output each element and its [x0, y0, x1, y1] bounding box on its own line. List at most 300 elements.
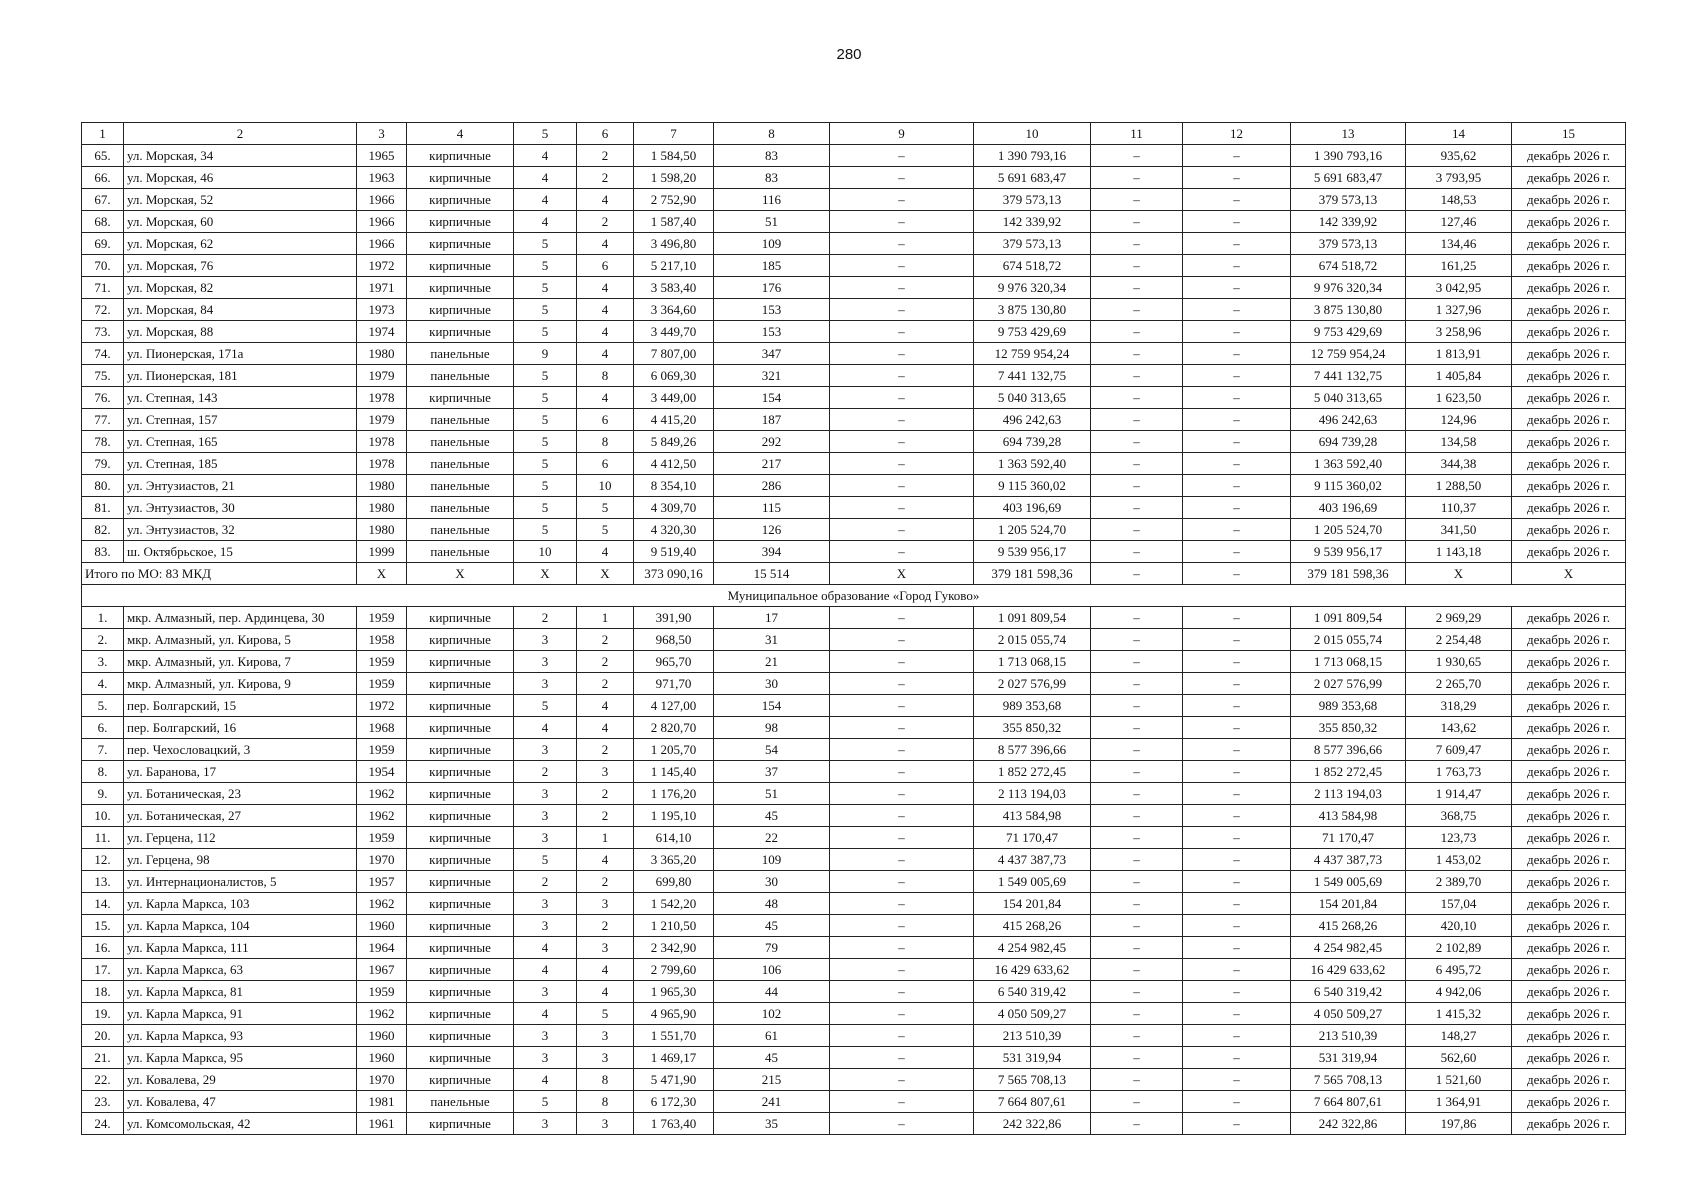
total-cell: X: [1406, 563, 1512, 585]
table-cell: 379 573,13: [1291, 189, 1406, 211]
table-cell: 1960: [357, 1025, 407, 1047]
table-cell: 45: [714, 805, 830, 827]
table-cell: кирпичные: [407, 1113, 514, 1135]
table-cell: 1 713 068,15: [1291, 651, 1406, 673]
table-cell: ул. Степная, 165: [124, 431, 357, 453]
table-cell: 2 254,48: [1406, 629, 1512, 651]
table-cell: –: [1091, 717, 1183, 739]
table-cell: 1 551,70: [634, 1025, 714, 1047]
table-cell: 3 449,70: [634, 321, 714, 343]
table-cell: ул. Пионерская, 171а: [124, 343, 357, 365]
table-cell: кирпичные: [407, 761, 514, 783]
table-row: [82, 783, 1626, 805]
table-cell: 2 015 055,74: [1291, 629, 1406, 651]
table-cell: мкр. Алмазный, ул. Кирова, 9: [124, 673, 357, 695]
table-cell: –: [830, 783, 974, 805]
table-cell: –: [1183, 1025, 1291, 1047]
table-cell: –: [1091, 453, 1183, 475]
table-cell: 4.: [82, 673, 124, 695]
table-cell: 1979: [357, 409, 407, 431]
table-cell: –: [1183, 827, 1291, 849]
table-cell: 286: [714, 475, 830, 497]
table-cell: декабрь 2026 г.: [1512, 189, 1626, 211]
column-number-10: 10: [974, 123, 1091, 145]
table-cell: 1961: [357, 1113, 407, 1135]
table-cell: 2 027 576,99: [974, 673, 1091, 695]
table-row: [82, 893, 1626, 915]
table-cell: декабрь 2026 г.: [1512, 827, 1626, 849]
table-cell: –: [1183, 409, 1291, 431]
table-cell: 1 584,50: [634, 145, 714, 167]
table-cell: ул. Интернационалистов, 5: [124, 871, 357, 893]
table-cell: 7 441 132,75: [974, 365, 1091, 387]
table-cell: 45: [714, 915, 830, 937]
table-row: [82, 497, 1626, 519]
table-cell: 71 170,47: [1291, 827, 1406, 849]
table-cell: –: [1183, 145, 1291, 167]
total-cell: 379 181 598,36: [974, 563, 1091, 585]
total-cell: 373 090,16: [634, 563, 714, 585]
table-cell: 5: [514, 365, 577, 387]
column-number-14: 14: [1406, 123, 1512, 145]
table-cell: 18.: [82, 981, 124, 1003]
table-cell: 142 339,92: [1291, 211, 1406, 233]
table-cell: 176: [714, 277, 830, 299]
table-cell: 1966: [357, 189, 407, 211]
table-cell: 30: [714, 871, 830, 893]
table-row: [82, 475, 1626, 497]
table-cell: 78.: [82, 431, 124, 453]
table-cell: 72.: [82, 299, 124, 321]
table-cell: 2: [577, 915, 634, 937]
table-cell: 1957: [357, 871, 407, 893]
table-cell: 22: [714, 827, 830, 849]
table-row: [82, 827, 1626, 849]
table-cell: –: [1091, 629, 1183, 651]
column-number-3: 3: [357, 123, 407, 145]
table-cell: 9 753 429,69: [1291, 321, 1406, 343]
table-row: [82, 1003, 1626, 1025]
table-cell: 1: [577, 607, 634, 629]
table-cell: 154: [714, 387, 830, 409]
table-cell: декабрь 2026 г.: [1512, 541, 1626, 563]
table-cell: 213 510,39: [1291, 1025, 1406, 1047]
table-cell: кирпичные: [407, 299, 514, 321]
total-cell: 379 181 598,36: [1291, 563, 1406, 585]
table-cell: кирпичные: [407, 695, 514, 717]
table-cell: мкр. Алмазный, ул. Кирова, 5: [124, 629, 357, 651]
table-cell: 4: [514, 1003, 577, 1025]
table-cell: 496 242,63: [1291, 409, 1406, 431]
table-cell: 5 691 683,47: [974, 167, 1091, 189]
table-row: [82, 1069, 1626, 1091]
table-cell: –: [1091, 343, 1183, 365]
table-cell: кирпичные: [407, 1025, 514, 1047]
table-cell: 4: [514, 167, 577, 189]
table-cell: 81.: [82, 497, 124, 519]
table-cell: 4: [577, 299, 634, 321]
table-cell: 5 471,90: [634, 1069, 714, 1091]
table-cell: 5 849,26: [634, 431, 714, 453]
table-cell: декабрь 2026 г.: [1512, 519, 1626, 541]
table-cell: –: [1183, 233, 1291, 255]
table-cell: –: [1183, 1069, 1291, 1091]
table-row: [82, 695, 1626, 717]
table-cell: 23.: [82, 1091, 124, 1113]
table-cell: декабрь 2026 г.: [1512, 673, 1626, 695]
column-number-12: 12: [1183, 123, 1291, 145]
table-cell: панельные: [407, 453, 514, 475]
table-cell: 379 573,13: [974, 189, 1091, 211]
table-cell: 4: [577, 717, 634, 739]
table-cell: 2: [577, 783, 634, 805]
table-cell: –: [1183, 365, 1291, 387]
table-cell: декабрь 2026 г.: [1512, 1003, 1626, 1025]
table-cell: 1962: [357, 805, 407, 827]
table-cell: 3: [577, 1113, 634, 1135]
table-cell: –: [1091, 981, 1183, 1003]
table-cell: 6 495,72: [1406, 959, 1512, 981]
table-cell: 2: [514, 871, 577, 893]
table-cell: 989 353,68: [974, 695, 1091, 717]
table-cell: мкр. Алмазный, пер. Ардинцева, 30: [124, 607, 357, 629]
table-cell: 3: [514, 805, 577, 827]
total-cell: X: [830, 563, 974, 585]
table-cell: 5: [514, 1091, 577, 1113]
table-cell: декабрь 2026 г.: [1512, 211, 1626, 233]
table-row: [82, 519, 1626, 541]
table-cell: кирпичные: [407, 673, 514, 695]
table-cell: кирпичные: [407, 629, 514, 651]
total-label: Итого по МО: 83 МКД: [82, 563, 357, 585]
table-cell: 4 437 387,73: [1291, 849, 1406, 871]
table-cell: декабрь 2026 г.: [1512, 497, 1626, 519]
table-cell: –: [830, 145, 974, 167]
table-cell: –: [1183, 849, 1291, 871]
table-cell: 4 254 982,45: [1291, 937, 1406, 959]
table-cell: декабрь 2026 г.: [1512, 365, 1626, 387]
total-cell: –: [1183, 563, 1291, 585]
table-cell: 1 763,40: [634, 1113, 714, 1135]
table-cell: –: [830, 695, 974, 717]
table-cell: 213 510,39: [974, 1025, 1091, 1047]
table-cell: 292: [714, 431, 830, 453]
table-cell: 1 327,96: [1406, 299, 1512, 321]
table-row: [82, 849, 1626, 871]
table-cell: 4 254 982,45: [974, 937, 1091, 959]
table-cell: кирпичные: [407, 607, 514, 629]
table-cell: 14.: [82, 893, 124, 915]
table-cell: ул. Морская, 88: [124, 321, 357, 343]
section-title: Муниципальное образование «Город Гуково»: [82, 585, 1626, 607]
table-cell: –: [1091, 255, 1183, 277]
table-cell: 1980: [357, 343, 407, 365]
table-cell: 1978: [357, 387, 407, 409]
table-cell: –: [1091, 475, 1183, 497]
table-row: [82, 321, 1626, 343]
table-cell: –: [1091, 761, 1183, 783]
table-cell: 1 205 524,70: [974, 519, 1091, 541]
table-cell: 6.: [82, 717, 124, 739]
table-cell: 1978: [357, 453, 407, 475]
table-cell: 1 623,50: [1406, 387, 1512, 409]
table-cell: 4: [514, 937, 577, 959]
table-cell: –: [830, 981, 974, 1003]
table-cell: декабрь 2026 г.: [1512, 1025, 1626, 1047]
table-cell: 1972: [357, 255, 407, 277]
table-cell: 3: [577, 761, 634, 783]
table-cell: 4: [577, 321, 634, 343]
table-cell: 3: [577, 1025, 634, 1047]
table-cell: 74.: [82, 343, 124, 365]
table-cell: 4: [514, 1069, 577, 1091]
table-cell: кирпичные: [407, 893, 514, 915]
table-cell: 61: [714, 1025, 830, 1047]
table-cell: кирпичные: [407, 189, 514, 211]
table-cell: декабрь 2026 г.: [1512, 783, 1626, 805]
table-cell: –: [830, 277, 974, 299]
table-cell: 694 739,28: [1291, 431, 1406, 453]
table-cell: 2: [577, 629, 634, 651]
table-cell: 2: [577, 167, 634, 189]
table-cell: 2 752,90: [634, 189, 714, 211]
table-cell: 1 914,47: [1406, 783, 1512, 805]
table-cell: 4: [577, 343, 634, 365]
table-cell: кирпичные: [407, 145, 514, 167]
table-cell: 5: [577, 519, 634, 541]
table-cell: –: [830, 497, 974, 519]
table-cell: 65.: [82, 145, 124, 167]
table-cell: –: [1183, 453, 1291, 475]
table-cell: 4 050 509,27: [1291, 1003, 1406, 1025]
table-cell: 11.: [82, 827, 124, 849]
table-cell: кирпичные: [407, 211, 514, 233]
table-cell: –: [1091, 827, 1183, 849]
table-cell: 110,37: [1406, 497, 1512, 519]
table-cell: –: [1183, 871, 1291, 893]
table-row: [82, 805, 1626, 827]
table-cell: панельные: [407, 431, 514, 453]
table-cell: 124,96: [1406, 409, 1512, 431]
table-cell: 3 496,80: [634, 233, 714, 255]
table-cell: 1 205 524,70: [1291, 519, 1406, 541]
table-cell: 1962: [357, 783, 407, 805]
table-cell: –: [830, 1113, 974, 1135]
table-cell: 7 807,00: [634, 343, 714, 365]
table-cell: –: [1183, 893, 1291, 915]
table-cell: 19.: [82, 1003, 124, 1025]
table-cell: кирпичные: [407, 783, 514, 805]
table-cell: 5: [514, 849, 577, 871]
table-cell: 98: [714, 717, 830, 739]
table-cell: –: [1091, 783, 1183, 805]
table-cell: 989 353,68: [1291, 695, 1406, 717]
table-cell: 1981: [357, 1091, 407, 1113]
table-cell: –: [830, 387, 974, 409]
table-cell: –: [830, 937, 974, 959]
table-cell: ул. Морская, 46: [124, 167, 357, 189]
table-cell: 3: [514, 827, 577, 849]
table-cell: 83: [714, 145, 830, 167]
table-cell: ул. Карла Маркса, 95: [124, 1047, 357, 1069]
table-cell: –: [830, 607, 974, 629]
table-cell: декабрь 2026 г.: [1512, 453, 1626, 475]
table-cell: ул. Баранова, 17: [124, 761, 357, 783]
table-cell: кирпичные: [407, 233, 514, 255]
table-cell: –: [1091, 1069, 1183, 1091]
table-cell: 5: [514, 431, 577, 453]
table-cell: 403 196,69: [974, 497, 1091, 519]
table-cell: 3 258,96: [1406, 321, 1512, 343]
table-cell: 109: [714, 849, 830, 871]
table-cell: –: [830, 893, 974, 915]
table-cell: –: [1183, 519, 1291, 541]
table-cell: 154 201,84: [1291, 893, 1406, 915]
table-cell: панельные: [407, 519, 514, 541]
table-cell: 403 196,69: [1291, 497, 1406, 519]
table-row: [82, 937, 1626, 959]
table-cell: 2 015 055,74: [974, 629, 1091, 651]
column-number-header: [82, 123, 1626, 145]
table-cell: 116: [714, 189, 830, 211]
table-cell: –: [1183, 1047, 1291, 1069]
table-cell: декабрь 2026 г.: [1512, 299, 1626, 321]
table-row: [82, 167, 1626, 189]
table-cell: –: [830, 717, 974, 739]
table-cell: 215: [714, 1069, 830, 1091]
table-cell: декабрь 2026 г.: [1512, 981, 1626, 1003]
table-cell: ул. Энтузиастов, 21: [124, 475, 357, 497]
table-cell: 3: [577, 937, 634, 959]
table-cell: ул. Морская, 52: [124, 189, 357, 211]
table-cell: 126: [714, 519, 830, 541]
table-row: [82, 255, 1626, 277]
table-cell: кирпичные: [407, 255, 514, 277]
table-cell: 71.: [82, 277, 124, 299]
table-cell: ул. Морская, 34: [124, 145, 357, 167]
table-cell: 187: [714, 409, 830, 431]
table-cell: –: [1091, 1091, 1183, 1113]
table-cell: 48: [714, 893, 830, 915]
table-cell: 1.: [82, 607, 124, 629]
table-cell: –: [830, 805, 974, 827]
table-cell: 8 577 396,66: [974, 739, 1091, 761]
table-cell: 1963: [357, 167, 407, 189]
table-cell: декабрь 2026 г.: [1512, 255, 1626, 277]
table-cell: –: [1183, 805, 1291, 827]
table-cell: 5: [514, 519, 577, 541]
table-cell: –: [1091, 233, 1183, 255]
table-cell: 1 363 592,40: [1291, 453, 1406, 475]
table-cell: кирпичные: [407, 277, 514, 299]
table-cell: 4: [577, 189, 634, 211]
table-cell: 1 521,60: [1406, 1069, 1512, 1091]
table-cell: 1 091 809,54: [1291, 607, 1406, 629]
table-cell: декабрь 2026 г.: [1512, 761, 1626, 783]
table-cell: 3: [514, 893, 577, 915]
table-cell: 5: [577, 1003, 634, 1025]
table-cell: –: [1091, 695, 1183, 717]
table-cell: 44: [714, 981, 830, 1003]
table-cell: кирпичные: [407, 167, 514, 189]
table-cell: 9 115 360,02: [1291, 475, 1406, 497]
table-cell: пер. Болгарский, 15: [124, 695, 357, 717]
table-cell: 8: [577, 1091, 634, 1113]
table-row: [82, 651, 1626, 673]
table-row: [82, 431, 1626, 453]
table-cell: панельные: [407, 541, 514, 563]
table-cell: 21.: [82, 1047, 124, 1069]
table-cell: 413 584,98: [1291, 805, 1406, 827]
table-cell: 4: [577, 959, 634, 981]
table-cell: 1959: [357, 739, 407, 761]
table-cell: –: [1091, 409, 1183, 431]
table-cell: 2: [577, 871, 634, 893]
table-cell: панельные: [407, 343, 514, 365]
table-cell: –: [830, 519, 974, 541]
section-header-row: [82, 585, 1626, 607]
table-cell: 37: [714, 761, 830, 783]
table-cell: –: [1091, 1113, 1183, 1135]
table-cell: 1962: [357, 1003, 407, 1025]
column-number-13: 13: [1291, 123, 1406, 145]
table-cell: 415 268,26: [1291, 915, 1406, 937]
table-cell: –: [830, 189, 974, 211]
table-cell: 157,04: [1406, 893, 1512, 915]
table-cell: декабрь 2026 г.: [1512, 1091, 1626, 1113]
table-cell: 2.: [82, 629, 124, 651]
table-cell: –: [830, 365, 974, 387]
table-cell: 5 217,10: [634, 255, 714, 277]
total-cell: –: [1091, 563, 1183, 585]
table-cell: 1 542,20: [634, 893, 714, 915]
table-cell: декабрь 2026 г.: [1512, 431, 1626, 453]
table-cell: 2: [577, 739, 634, 761]
table-cell: декабрь 2026 г.: [1512, 167, 1626, 189]
table-cell: –: [830, 871, 974, 893]
table-cell: –: [1091, 431, 1183, 453]
table-cell: 5 040 313,65: [974, 387, 1091, 409]
table-cell: 394: [714, 541, 830, 563]
table-cell: 614,10: [634, 827, 714, 849]
table-cell: 9: [514, 343, 577, 365]
table-cell: 3 449,00: [634, 387, 714, 409]
table-cell: –: [1183, 475, 1291, 497]
table-cell: 413 584,98: [974, 805, 1091, 827]
table-cell: 20.: [82, 1025, 124, 1047]
table-cell: –: [1183, 299, 1291, 321]
column-number-7: 7: [634, 123, 714, 145]
table-cell: 5: [514, 233, 577, 255]
table-cell: –: [1183, 717, 1291, 739]
table-cell: декабрь 2026 г.: [1512, 343, 1626, 365]
table-cell: 70.: [82, 255, 124, 277]
table-cell: 2 027 576,99: [1291, 673, 1406, 695]
table-cell: 1978: [357, 431, 407, 453]
total-cell: X: [514, 563, 577, 585]
table-cell: ул. Ботаническая, 27: [124, 805, 357, 827]
table-cell: 4: [514, 145, 577, 167]
table-cell: 1 813,91: [1406, 343, 1512, 365]
register-table: [81, 122, 1626, 1135]
table-cell: 9 976 320,34: [974, 277, 1091, 299]
table-cell: кирпичные: [407, 937, 514, 959]
table-cell: 154 201,84: [974, 893, 1091, 915]
table-cell: декабрь 2026 г.: [1512, 387, 1626, 409]
column-number-1: 1: [82, 123, 124, 145]
table-cell: 1 598,20: [634, 167, 714, 189]
table-cell: 16 429 633,62: [974, 959, 1091, 981]
